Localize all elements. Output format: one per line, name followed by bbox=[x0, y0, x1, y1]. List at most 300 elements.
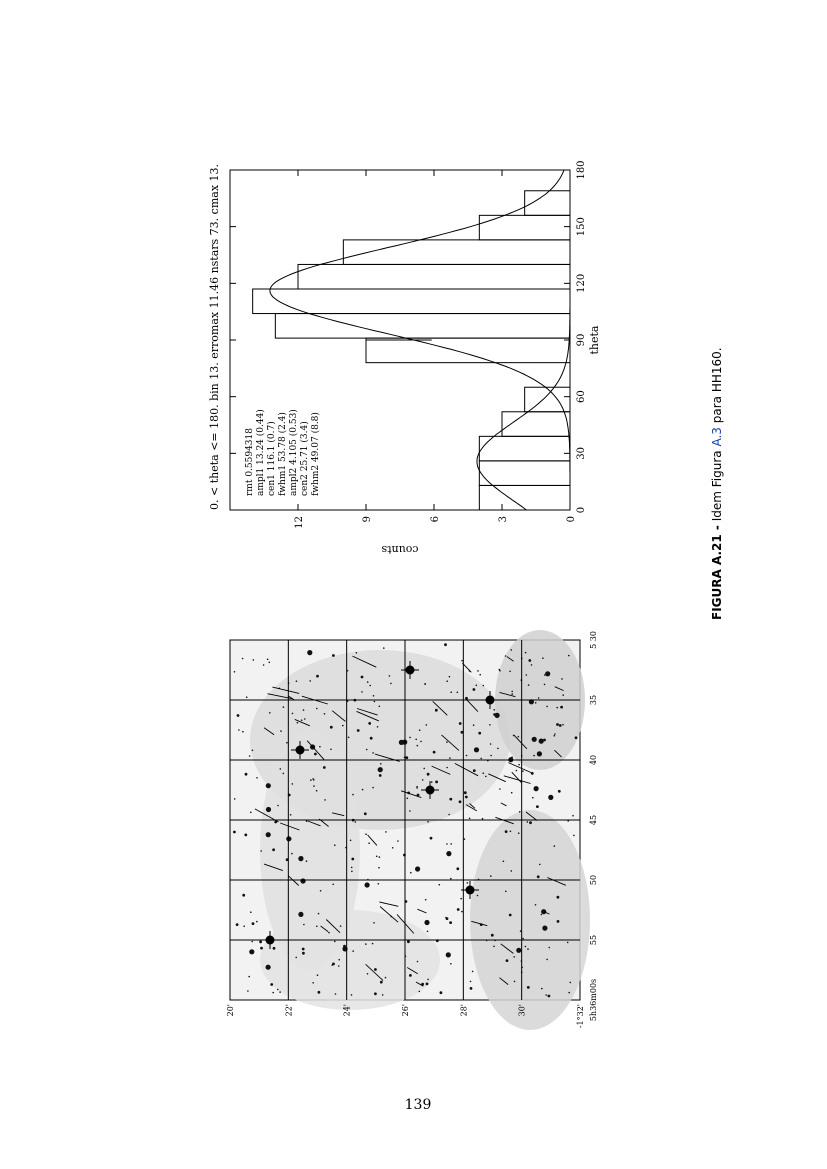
star bbox=[439, 884, 441, 886]
star bbox=[351, 994, 353, 996]
ra-tick-label: 50 bbox=[589, 874, 598, 886]
star bbox=[316, 926, 318, 928]
star bbox=[242, 731, 244, 733]
star bbox=[490, 875, 492, 877]
star bbox=[568, 992, 570, 994]
star bbox=[251, 941, 253, 943]
star bbox=[383, 647, 385, 649]
star bbox=[377, 726, 379, 728]
star bbox=[446, 741, 448, 743]
star bbox=[352, 794, 354, 796]
star bbox=[415, 866, 420, 871]
star bbox=[280, 730, 282, 732]
y-tick-label: 12 bbox=[294, 516, 305, 529]
star bbox=[263, 664, 265, 666]
star bbox=[370, 737, 373, 740]
ra-tick-label: 5h36m00s bbox=[589, 978, 598, 1022]
star bbox=[407, 798, 409, 800]
star bbox=[312, 778, 314, 780]
star bbox=[575, 736, 578, 739]
star bbox=[382, 994, 384, 996]
star bbox=[561, 678, 563, 680]
y-tick-label: 3 bbox=[498, 516, 509, 523]
star bbox=[514, 981, 516, 983]
rotated-figure-content bbox=[190, 140, 770, 1040]
star bbox=[302, 952, 305, 955]
star bbox=[448, 814, 450, 816]
star bbox=[373, 922, 375, 924]
star bbox=[546, 706, 548, 708]
star bbox=[457, 908, 460, 911]
x-tick-label: 90 bbox=[576, 333, 587, 347]
star bbox=[415, 739, 417, 741]
star bbox=[505, 655, 507, 657]
star bbox=[460, 898, 462, 900]
star bbox=[324, 799, 326, 801]
star bbox=[483, 685, 485, 687]
star bbox=[283, 706, 285, 708]
star bbox=[334, 941, 336, 943]
star bbox=[511, 649, 513, 651]
star bbox=[389, 675, 391, 677]
y-tick-label: 0 bbox=[566, 516, 577, 523]
star bbox=[361, 676, 364, 679]
star bbox=[485, 776, 487, 778]
star bbox=[295, 957, 297, 959]
star bbox=[330, 749, 332, 751]
star bbox=[572, 815, 574, 817]
star bbox=[509, 671, 511, 673]
star bbox=[473, 769, 476, 772]
star bbox=[535, 702, 537, 704]
star bbox=[297, 722, 299, 724]
star bbox=[518, 764, 520, 766]
star bbox=[474, 747, 479, 752]
x-tick-label: 60 bbox=[576, 390, 587, 404]
star bbox=[472, 971, 474, 973]
histogram-header: 0. < theta <= 180. bin 13. erromax 11.46 nstars 73. cmax 13. bbox=[208, 163, 221, 510]
nebula-region bbox=[470, 810, 590, 1030]
star bbox=[556, 707, 558, 709]
star bbox=[348, 737, 350, 739]
star bbox=[378, 883, 380, 885]
star bbox=[316, 675, 319, 678]
star bbox=[477, 670, 479, 672]
star bbox=[554, 845, 556, 847]
star bbox=[378, 867, 380, 869]
star bbox=[357, 729, 360, 732]
dec-tick-label: -1°32' bbox=[576, 1004, 585, 1029]
star bbox=[430, 837, 433, 840]
star bbox=[525, 946, 527, 948]
star bbox=[426, 983, 429, 986]
star bbox=[372, 943, 374, 945]
star bbox=[273, 947, 276, 950]
star bbox=[324, 713, 326, 715]
star bbox=[312, 982, 314, 984]
star bbox=[536, 805, 539, 808]
star bbox=[280, 768, 282, 770]
star bbox=[298, 912, 303, 917]
star bbox=[522, 770, 524, 772]
star bbox=[567, 942, 569, 944]
star bbox=[490, 743, 492, 745]
star bbox=[516, 770, 518, 772]
star bbox=[247, 990, 249, 992]
star bbox=[260, 850, 262, 852]
star bbox=[338, 959, 340, 961]
star bbox=[244, 834, 247, 837]
polarization-angle-histogram bbox=[190, 140, 660, 560]
star bbox=[528, 684, 530, 686]
star bbox=[250, 812, 252, 814]
star bbox=[379, 774, 382, 777]
x-tick-label: 0 bbox=[576, 506, 587, 514]
star bbox=[554, 733, 556, 735]
ra-tick-label: 40 bbox=[589, 754, 598, 766]
star bbox=[461, 911, 463, 913]
star bbox=[489, 724, 491, 726]
star bbox=[467, 882, 469, 884]
star bbox=[457, 692, 459, 694]
star bbox=[527, 948, 529, 950]
star bbox=[390, 683, 392, 685]
star bbox=[449, 676, 451, 678]
star bbox=[270, 983, 273, 986]
histogram-bar bbox=[479, 436, 570, 461]
star bbox=[286, 742, 288, 744]
star bbox=[450, 878, 452, 880]
star bbox=[464, 791, 467, 794]
star bbox=[277, 805, 279, 807]
star bbox=[253, 659, 255, 661]
star bbox=[365, 882, 370, 887]
caption-figure-link[interactable]: A.3 bbox=[710, 427, 724, 447]
star bbox=[272, 992, 274, 994]
star bbox=[279, 991, 281, 993]
star bbox=[233, 831, 236, 834]
star bbox=[465, 796, 468, 799]
star bbox=[473, 688, 476, 691]
star bbox=[380, 981, 383, 984]
figure-label: FIGURA A.21 - bbox=[710, 525, 724, 620]
star bbox=[548, 995, 551, 998]
star bbox=[528, 659, 531, 662]
star bbox=[546, 959, 548, 961]
star bbox=[307, 650, 312, 655]
star bbox=[417, 745, 419, 747]
star bbox=[560, 706, 563, 709]
star bbox=[557, 920, 560, 923]
star bbox=[234, 671, 236, 673]
star bbox=[332, 654, 335, 657]
star bbox=[380, 763, 382, 765]
star bbox=[303, 709, 305, 711]
star bbox=[292, 783, 294, 785]
star bbox=[518, 736, 520, 738]
star bbox=[407, 940, 410, 943]
star bbox=[497, 748, 499, 750]
fit-parameter: cen2 25.71 (3.4) bbox=[300, 421, 310, 496]
histogram-bar bbox=[343, 240, 570, 265]
star bbox=[520, 930, 522, 932]
ra-tick-label: 5 30 bbox=[589, 631, 598, 649]
star bbox=[302, 948, 305, 951]
star bbox=[316, 708, 318, 710]
star bbox=[534, 786, 539, 791]
star bbox=[459, 722, 462, 725]
star bbox=[433, 751, 436, 754]
star bbox=[541, 914, 543, 916]
star bbox=[423, 768, 425, 770]
star bbox=[332, 884, 334, 886]
figure-caption bbox=[710, 347, 724, 620]
star bbox=[245, 773, 248, 776]
x-axis-label: theta bbox=[588, 325, 601, 355]
star bbox=[456, 867, 459, 870]
star bbox=[544, 684, 546, 686]
ra-tick-label: 55 bbox=[589, 934, 598, 946]
star bbox=[283, 773, 285, 775]
star bbox=[309, 680, 311, 682]
star bbox=[385, 831, 387, 833]
star bbox=[338, 965, 340, 967]
star bbox=[234, 798, 236, 800]
star bbox=[246, 696, 248, 698]
star bbox=[573, 835, 575, 837]
fit-parameter: fwhm2 49.07 (8.8) bbox=[311, 412, 321, 496]
dec-tick-label: 20' bbox=[226, 1004, 235, 1017]
star bbox=[476, 685, 478, 687]
fit-parameter: rmt 0.5594318 bbox=[245, 428, 255, 496]
star bbox=[479, 674, 481, 676]
polarization-map-image bbox=[190, 620, 770, 1040]
star bbox=[516, 948, 521, 953]
star bbox=[296, 680, 298, 682]
star bbox=[424, 683, 426, 685]
star bbox=[409, 810, 411, 812]
star bbox=[306, 820, 308, 822]
gaussian-fit-curve bbox=[477, 170, 570, 510]
y-axis-label: counts bbox=[381, 543, 419, 556]
star bbox=[562, 694, 564, 696]
star bbox=[320, 890, 322, 892]
star bbox=[532, 797, 534, 799]
star bbox=[373, 695, 375, 697]
star bbox=[506, 959, 509, 962]
fit-parameter: fwhm1 53.78 (2.4) bbox=[278, 412, 288, 496]
star bbox=[256, 777, 258, 779]
star bbox=[532, 737, 537, 742]
histogram-bar bbox=[366, 338, 570, 363]
star bbox=[249, 755, 251, 757]
star bbox=[420, 741, 422, 743]
star bbox=[482, 818, 484, 820]
star bbox=[545, 994, 547, 996]
star bbox=[301, 719, 303, 721]
star bbox=[558, 790, 561, 793]
star bbox=[303, 924, 305, 926]
ra-tick-label: 45 bbox=[589, 814, 598, 826]
star bbox=[272, 848, 275, 851]
star bbox=[409, 737, 411, 739]
star bbox=[351, 871, 353, 873]
star bbox=[260, 947, 263, 950]
star bbox=[562, 724, 564, 726]
star bbox=[446, 843, 448, 845]
star bbox=[535, 904, 537, 906]
star bbox=[300, 856, 303, 859]
star bbox=[368, 722, 371, 725]
star bbox=[405, 756, 408, 759]
star bbox=[290, 814, 292, 816]
star bbox=[446, 851, 451, 856]
star bbox=[316, 790, 318, 792]
star bbox=[426, 724, 428, 726]
star bbox=[511, 870, 513, 872]
star bbox=[493, 709, 495, 711]
star bbox=[466, 755, 468, 757]
star bbox=[266, 965, 271, 970]
star bbox=[427, 773, 430, 776]
star bbox=[510, 831, 512, 833]
star bbox=[362, 789, 364, 791]
star bbox=[330, 726, 333, 729]
star bbox=[292, 713, 294, 715]
star bbox=[366, 749, 368, 751]
star bbox=[237, 714, 240, 717]
star bbox=[340, 925, 342, 927]
star bbox=[342, 725, 344, 727]
histogram-bar bbox=[298, 264, 570, 289]
star bbox=[444, 643, 447, 646]
star bbox=[374, 992, 377, 995]
star bbox=[542, 657, 544, 659]
star bbox=[367, 681, 369, 683]
star bbox=[304, 718, 306, 720]
star bbox=[431, 781, 433, 783]
star bbox=[355, 821, 357, 823]
star bbox=[374, 968, 377, 971]
star bbox=[419, 991, 421, 993]
star bbox=[351, 867, 353, 869]
star bbox=[392, 847, 394, 849]
star bbox=[323, 766, 326, 769]
star bbox=[368, 842, 370, 844]
star bbox=[435, 709, 438, 712]
star bbox=[526, 674, 528, 676]
star bbox=[304, 880, 306, 882]
star bbox=[450, 963, 452, 965]
star bbox=[334, 844, 336, 846]
star bbox=[252, 750, 254, 752]
star bbox=[449, 757, 451, 759]
star bbox=[250, 911, 252, 913]
star bbox=[351, 858, 354, 861]
star bbox=[533, 755, 535, 757]
star bbox=[522, 938, 524, 940]
star bbox=[417, 961, 419, 963]
star bbox=[450, 843, 452, 845]
star bbox=[242, 894, 245, 897]
star bbox=[306, 860, 308, 862]
caption-post: para HH160. bbox=[710, 347, 724, 424]
star bbox=[513, 956, 515, 958]
dec-tick-label: 30' bbox=[517, 1004, 527, 1017]
star bbox=[427, 931, 429, 933]
fit-parameter: ampl2 4.105 (0.53) bbox=[289, 409, 299, 496]
star bbox=[477, 895, 479, 897]
star bbox=[236, 923, 239, 926]
star bbox=[469, 818, 471, 820]
x-tick-label: 30 bbox=[576, 446, 587, 460]
star bbox=[473, 724, 475, 726]
star bbox=[350, 840, 352, 842]
dec-tick-label: 24' bbox=[342, 1004, 352, 1017]
dec-tick-label: 22' bbox=[284, 1004, 294, 1017]
x-tick-label: 180 bbox=[576, 160, 587, 180]
dec-tick-label: 28' bbox=[459, 1004, 469, 1017]
star bbox=[372, 752, 374, 754]
star bbox=[541, 909, 546, 914]
star bbox=[361, 691, 363, 693]
star bbox=[541, 988, 543, 990]
star bbox=[446, 767, 448, 769]
star bbox=[529, 821, 532, 824]
nebula-region bbox=[260, 910, 440, 1010]
y-tick-label: 6 bbox=[430, 516, 441, 523]
star bbox=[291, 853, 293, 855]
star bbox=[511, 792, 513, 794]
star bbox=[539, 864, 541, 866]
histogram-bar bbox=[479, 215, 570, 240]
histogram-bar bbox=[253, 289, 570, 314]
star bbox=[459, 800, 462, 803]
star bbox=[397, 840, 399, 842]
rotated-figure-region bbox=[190, 140, 770, 1040]
star bbox=[470, 987, 473, 990]
star bbox=[470, 981, 472, 983]
star bbox=[364, 812, 367, 815]
star bbox=[493, 946, 495, 948]
star bbox=[503, 861, 505, 863]
star bbox=[499, 788, 501, 790]
star bbox=[409, 974, 412, 977]
star bbox=[491, 934, 494, 937]
star bbox=[427, 979, 429, 981]
star bbox=[449, 798, 452, 801]
star bbox=[277, 989, 279, 991]
star bbox=[249, 949, 254, 954]
star bbox=[527, 821, 529, 823]
histogram-bar bbox=[502, 412, 570, 437]
star bbox=[332, 963, 335, 966]
histogram-bar bbox=[275, 314, 570, 339]
star bbox=[509, 914, 512, 917]
star bbox=[461, 660, 463, 662]
star bbox=[365, 833, 367, 835]
star bbox=[314, 753, 317, 756]
star bbox=[365, 943, 367, 945]
star bbox=[379, 856, 381, 858]
star bbox=[449, 921, 452, 924]
star bbox=[483, 772, 485, 774]
star bbox=[416, 786, 418, 788]
ra-tick-label: 35 bbox=[589, 694, 598, 706]
star bbox=[252, 922, 255, 925]
star bbox=[266, 832, 271, 837]
y-tick-label: 9 bbox=[362, 516, 373, 523]
